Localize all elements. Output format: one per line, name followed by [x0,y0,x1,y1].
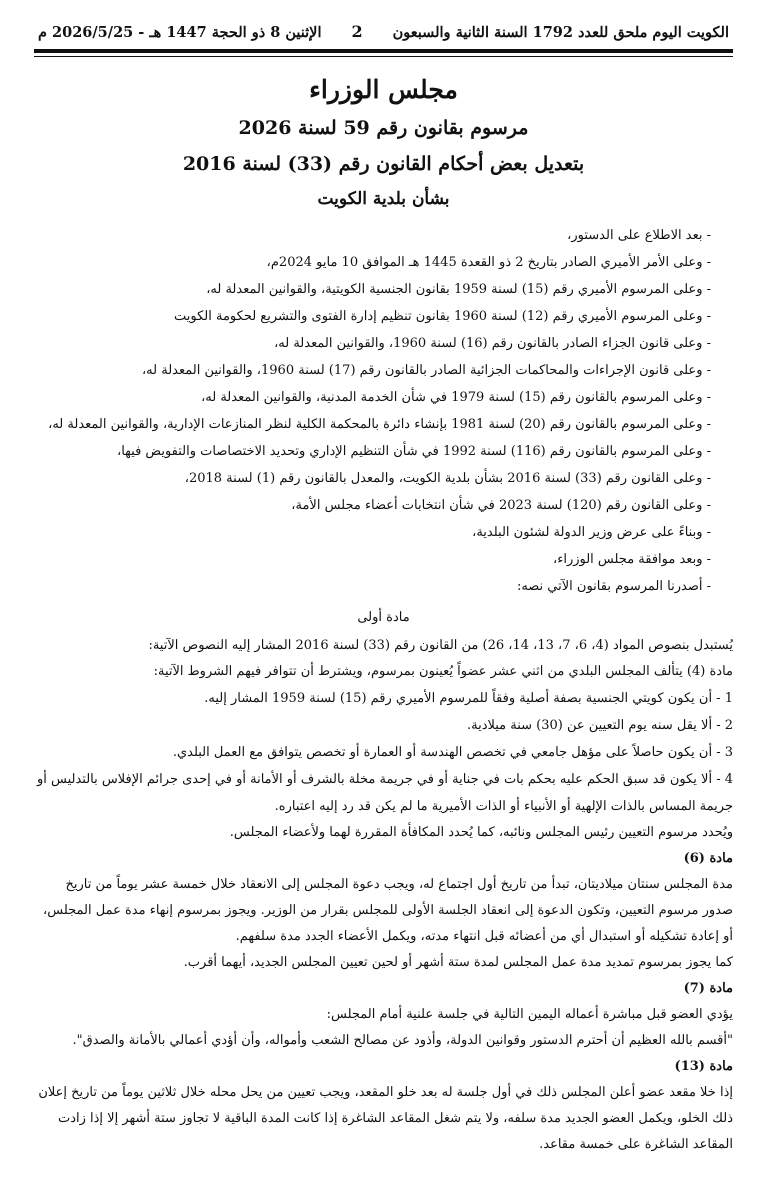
decree-body [34,223,733,1158]
article-4-intro: مادة (4) يتألف المجلس البلدي من اثني عشر عضواً يُعينون بمرسوم، ويشترط أن تتوافر فيهم الشروط الآتية: [153,664,733,679]
article-13-text: إذا خلا مقعد عضو أعلن المجلس ذلك في أول جلسة له بعد خلو المقعد، ويجب تعيين من يحل محله خلال ثلاثين يوماً من تاريخ إعلان ذلك الخلو، ويكمل العضو الجديد مدة سلفه، ولا يتم شغل المقاعد الشاغرة إذا كانت المدة الباقية لا تجاوز ستة أشهر إلا إذا زادت المقاعد الشاغرة على خمسة مقاعد. [38,1085,733,1152]
article-6-heading: مادة (6) [683,851,733,866]
article-13-heading: مادة (13) [674,1059,733,1074]
header-date: الإثنين 8 ذو الحجة 1447 هـ - 2026/5/25 م [38,24,322,41]
header-rule-thin [34,56,733,57]
article-6-text-2: كما يجوز بمرسوم تمديد مدة عمل المجلس لمدة ستة أشهر أو لحين تعيين المجلس الجديد، أيهما أقرب. [183,955,733,970]
recital: - وعلى المرسوم الأميري رقم (15) لسنة 1959 بقانون الجنسية الكويتية، والقوانين المعدلة له، [206,282,711,297]
decree-scope: بشأن بلدية الكويت [317,189,450,209]
page-header [34,22,733,49]
page-number: 2 [351,22,363,41]
header-rule-thick [34,49,733,53]
article-4-closing: ويُحدد مرسوم التعيين رئيس المجلس ونائبه، كما يُحدد المكافأة المقررة لهما ولأعضاء المجلس. [229,825,733,840]
article-7-oath: "أقسم بالله العظيم أن أحترم الدستور وقوانين الدولة، وأذود عن مصالح الشعب وأمواله، وأن أؤدي أعمالي بالأمانة والصدق". [72,1033,733,1048]
condition-item: 4 - ألا يكون قد سبق الحكم عليه بحكم بات في جناية أو في جريمة مخلة بالشرف أو الأمانة أو في إحدى جرائم الإفلاس بالتدليس أو جريمة المساس بالذات الإلهية أو الأنبياء أو الذات الأميرية ما لم يكن قد رد إليه اعتباره. [37,772,733,814]
council-title: مجلس الوزراء [309,75,458,104]
recital: - وبناءً على عرض وزير الدولة لشئون البلدية، [472,525,711,540]
article-7-heading: مادة (7) [683,981,733,996]
recitals-list [34,223,733,601]
condition-item: 1 - أن يكون كويتي الجنسية بصفة أصلية وفقاً للمرسوم الأميري رقم (15) لسنة 1959 المشار إليه. [204,691,733,706]
recital: - وعلى المرسوم بالقانون رقم (20) لسنة 1981 بإنشاء دائرة بالمحكمة الكلية لنظر المنازعات الإدارية، والقوانين المعدلة له، [48,417,711,432]
recital: - وعلى المرسوم بالقانون رقم (15) لسنة 1979 في شأن الخدمة المدنية، والقوانين المعدلة له، [201,390,711,405]
recital: - وعلى المرسوم الأميري رقم (12) لسنة 1960 بقانون تنظيم إدارة الفتوى والتشريع لحكومة الكويت [174,309,711,324]
decree-subject: بتعديل بعض أحكام القانون رقم (33) لسنة 2016 [182,153,585,175]
document-titles [34,73,733,215]
conditions-list [34,685,733,820]
recital: - وعلى المرسوم بالقانون رقم (116) لسنة 1992 في شأن التنظيم الإداري وتحديد الاختصاصات والتفويض فيها، [117,444,711,459]
recital: - وعلى الأمر الأميري الصادر بتاريخ 2 ذو القعدة 1445 هـ الموافق 10 مايو 2024م، [266,255,711,270]
recital: - وبعد موافقة مجلس الوزراء، [553,552,711,567]
recital: - بعد الاطلاع على الدستور، [567,228,711,243]
article-one-intro: يُستبدل بنصوص المواد (4، 6، 7، 13، 14، 26) من القانون رقم (33) لسنة 2016 المشار إليه النصوص الآتية: [148,638,733,653]
article-6-text: مدة المجلس سنتان ميلاديتان، تبدأ من تاريخ أول اجتماع له، ويجب دعوة المجلس إلى الانعقاد خلال خمسة عشر يوماً من تاريخ صدور مرسوم التعيين، وتكون الدعوة إلى انعقاد الجلسة الأولى للمجلس بقرار من الوزير. ويجوز بمرسوم إنهاء مدة عمل المجلس، أو إعادة تشكيله أو استبدال أي من أعضائه قبل انتهاء مدته، ويكمل الأعضاء الجدد مدة سلفهم. [43,877,733,944]
decree-title: مرسوم بقانون رقم 59 لسنة 2026 [238,117,529,139]
condition-item: 2 - ألا يقل سنه يوم التعيين عن (30) سنة ميلادية. [466,718,733,733]
article-one-heading: مادة أولى [357,610,410,625]
recital: - أصدرنا المرسوم بقانون الآتي نصه: [516,579,711,594]
recital: - وعلى القانون رقم (33) لسنة 2016 بشأن بلدية الكويت، والمعدل بالقانون رقم (1) لسنة 2018، [184,471,711,486]
recital: - وعلى قانون الجزاء الصادر بالقانون رقم (16) لسنة 1960، والقوانين المعدلة له، [274,336,711,351]
recital: - وعلى قانون الإجراءات والمحاكمات الجزائية الصادر بالقانون رقم (17) لسنة 1960، والقوانين المعدلة له، [141,363,711,378]
header-issue-info: الكويت اليوم ملحق للعدد 1792 السنة الثانية والسبعون [392,24,729,41]
article-7-text: يؤدي العضو قبل مباشرة أعماله اليمين التالية في جلسة علنية أمام المجلس: [326,1007,733,1022]
condition-item: 3 - أن يكون حاصلاً على مؤهل جامعي في تخصص الهندسة أو العمارة أو تخصص يتوافق مع العمل البلدي. [172,745,733,760]
recital: - وعلى القانون رقم (120) لسنة 2023 في شأن انتخابات أعضاء مجلس الأمة، [291,498,711,513]
